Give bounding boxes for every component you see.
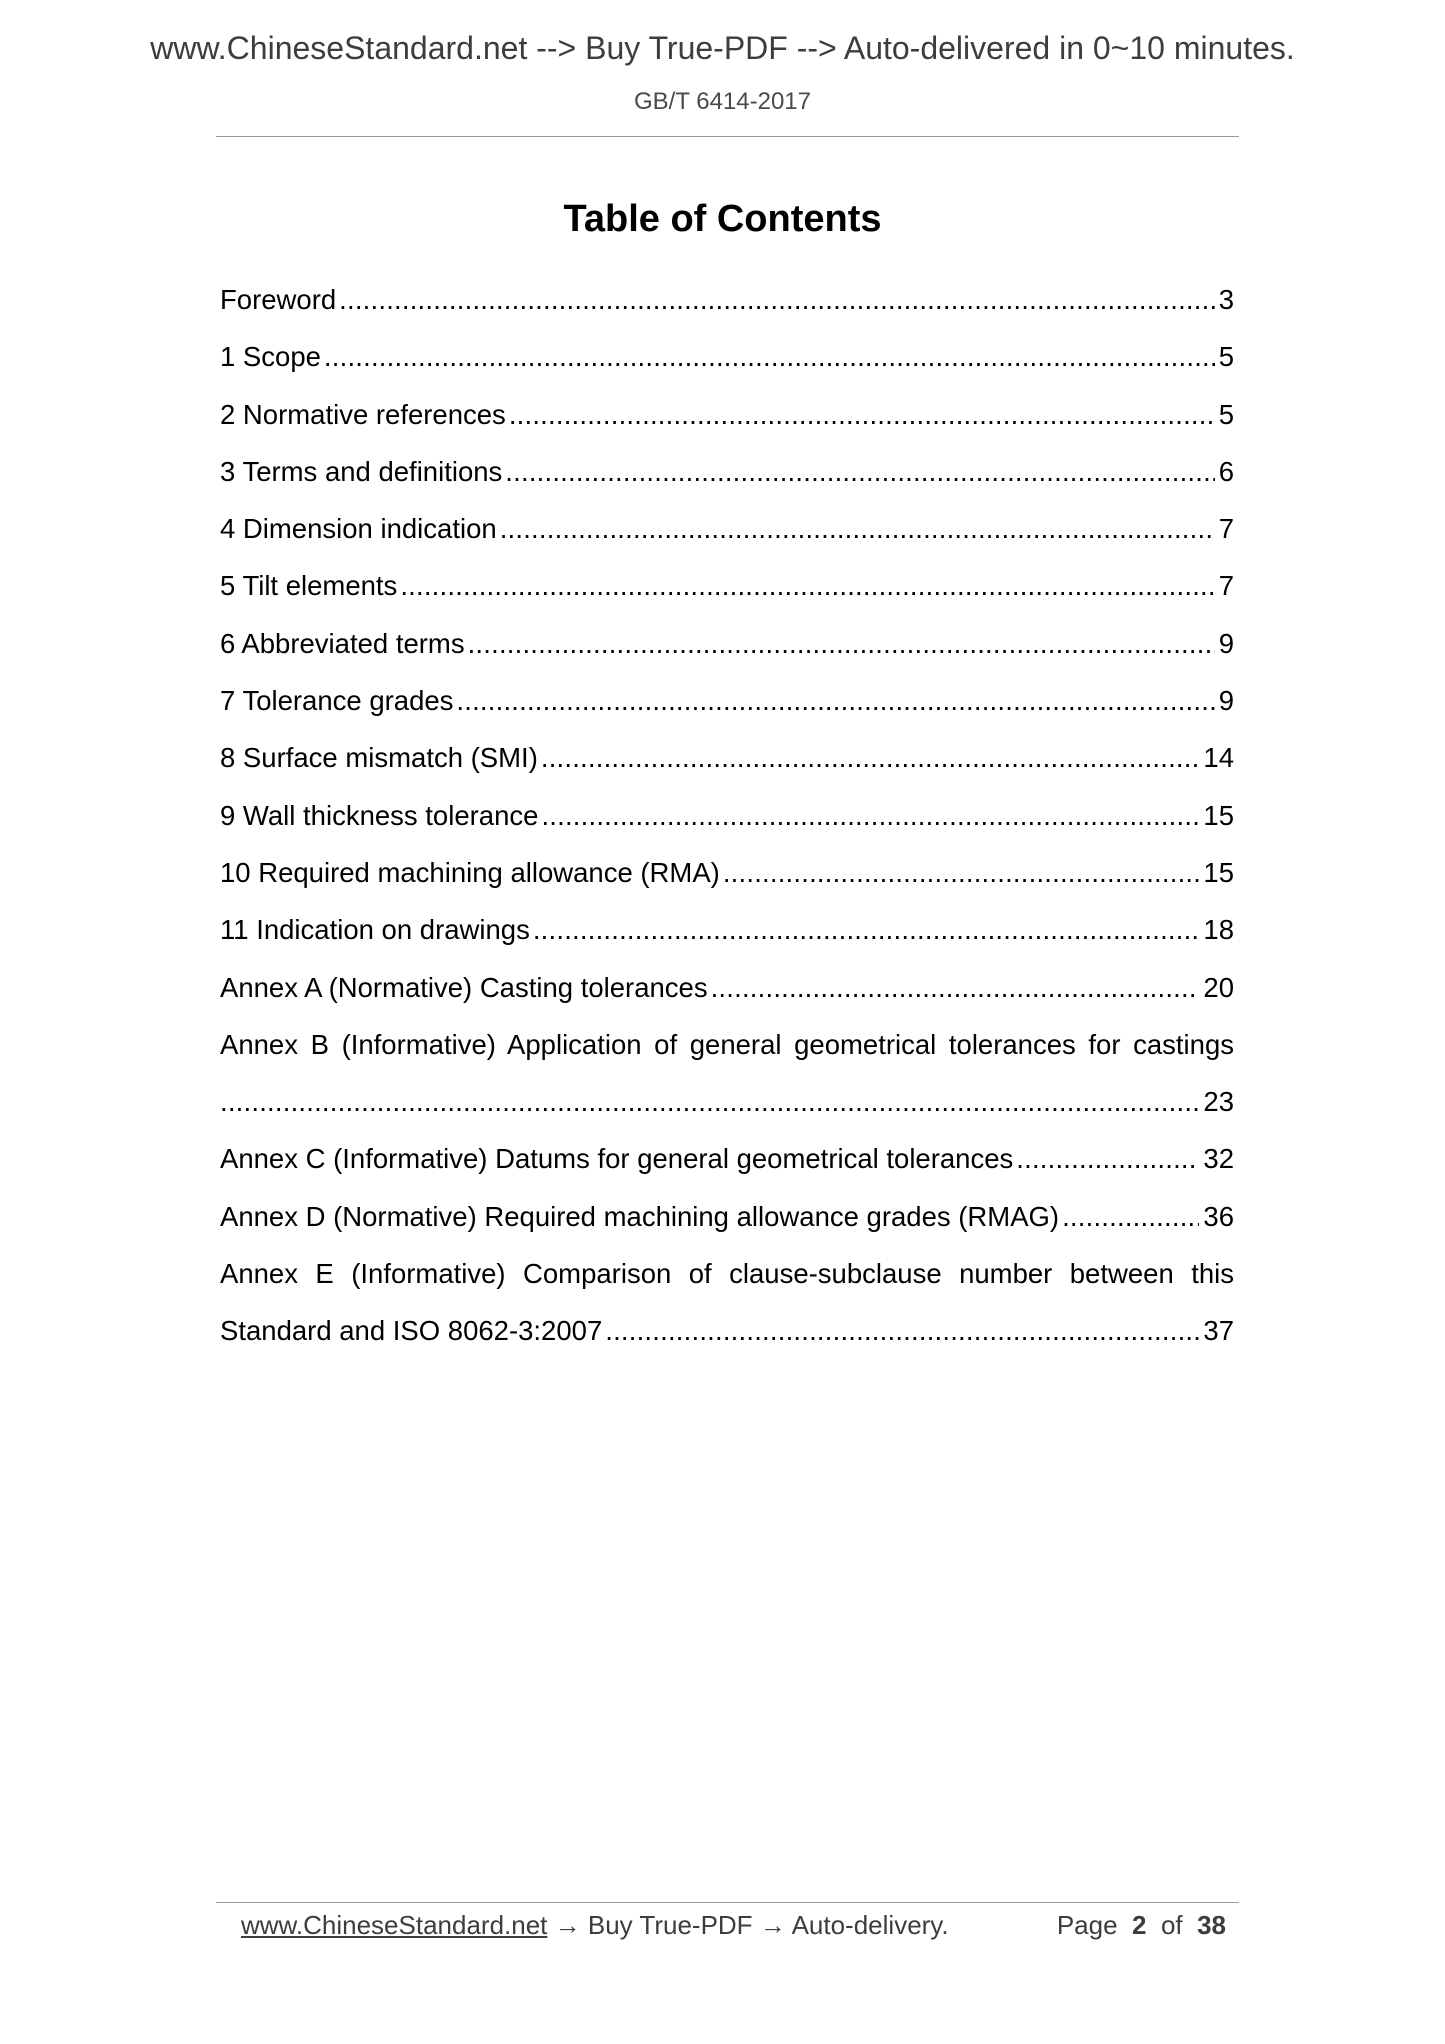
table-of-contents <box>220 284 1234 1373</box>
toc-entry-wall-thickness-tolerance[interactable] <box>220 800 1234 857</box>
footer-tagline: → Buy True-PDF → Auto-delivery. <box>547 1910 949 1940</box>
toc-entry-label: Annex D (Normative) Required machining allowance grades (RMAG) <box>220 1200 1060 1232</box>
toc-entry-dimension-indication[interactable] <box>220 513 1234 570</box>
toc-entry-annex-b-line2[interactable] <box>220 1086 1234 1143</box>
toc-entry-page: 15 <box>1203 799 1234 831</box>
total-page-count: 38 <box>1197 1910 1226 1940</box>
toc-entry-annex-e-line2[interactable] <box>220 1315 1234 1372</box>
toc-entry-page: 7 <box>1218 513 1234 545</box>
header-divider <box>216 136 1239 137</box>
dot-leader <box>723 857 1200 889</box>
footer-site-link[interactable]: www.ChineseStandard.net <box>241 1910 548 1940</box>
toc-entry-normative-references[interactable] <box>220 399 1234 456</box>
toc-entry-page: 7 <box>1218 570 1234 602</box>
toc-entry-label: 9 Wall thickness tolerance <box>220 799 539 831</box>
toc-entry-annex-c[interactable] <box>220 1143 1234 1200</box>
dot-leader <box>541 800 1199 832</box>
dot-leader <box>1062 1201 1199 1233</box>
toc-entry-terms-and-definitions[interactable] <box>220 456 1234 513</box>
toc-entry-label: Standard and ISO 8062-3:2007 <box>220 1315 603 1347</box>
toc-entry-label: Foreword <box>220 284 337 315</box>
header-banner: www.ChineseStandard.net --> Buy True-PDF --> Auto-delivered in 0~10 minutes. <box>150 30 1295 66</box>
dot-leader <box>533 914 1200 946</box>
toc-entry-required-machining-allowance[interactable] <box>220 857 1234 914</box>
toc-entry-label: 10 Required machining allowance (RMA) <box>220 856 720 888</box>
dot-leader <box>509 399 1215 431</box>
toc-entry-tilt-elements[interactable] <box>220 570 1234 627</box>
page-word: Page <box>1056 1910 1118 1940</box>
dot-leader <box>541 742 1200 774</box>
toc-entry-page: 6 <box>1218 455 1234 487</box>
toc-entry-label: Annex E (Informative) Comparison of clause-subclause number between this <box>220 1258 1234 1290</box>
toc-entry-page: 36 <box>1203 1200 1234 1232</box>
toc-entry-label: 11 Indication on drawings <box>220 914 530 946</box>
toc-entry-annex-d[interactable] <box>220 1201 1234 1258</box>
toc-entry-page: 9 <box>1218 685 1234 717</box>
dot-leader <box>324 341 1215 373</box>
toc-entry-label: 5 Tilt elements <box>220 570 398 602</box>
toc-entry-foreword[interactable] <box>220 284 1234 341</box>
toc-entry-page: 23 <box>1203 1086 1234 1118</box>
page-footer <box>241 1910 1226 1941</box>
toc-entry-page: 37 <box>1203 1315 1234 1347</box>
toc-entry-page: 15 <box>1203 856 1234 888</box>
document-code: GB/T 6414-2017 <box>633 88 811 115</box>
toc-title: Table of Contents <box>563 198 882 240</box>
dot-leader <box>605 1315 1199 1347</box>
toc-entry-scope[interactable] <box>220 341 1234 398</box>
toc-entry-page: 5 <box>1218 398 1234 430</box>
toc-entry-label: Annex C (Informative) Datums for general geometrical tolerances <box>220 1143 1014 1175</box>
current-page-number: 2 <box>1132 1910 1147 1940</box>
dot-leader <box>220 1086 1199 1118</box>
toc-entry-annex-b-line1[interactable] <box>220 1029 1234 1086</box>
footer-divider <box>216 1902 1239 1903</box>
toc-entry-label: 6 Abbreviated terms <box>220 627 465 659</box>
toc-entry-page: 9 <box>1218 627 1234 659</box>
toc-entry-page: 32 <box>1203 1143 1234 1175</box>
toc-entry-page: 18 <box>1203 914 1234 946</box>
page-number-info <box>1057 1910 1226 1941</box>
toc-entry-label: 8 Surface mismatch (SMI) <box>220 742 538 774</box>
dot-leader <box>456 685 1214 717</box>
dot-leader <box>505 456 1214 488</box>
toc-entry-indication-on-drawings[interactable] <box>220 914 1234 971</box>
toc-entry-tolerance-grades[interactable] <box>220 685 1234 742</box>
dot-leader <box>500 513 1215 545</box>
toc-entry-label: 7 Tolerance grades <box>220 685 454 717</box>
toc-entry-label: 1 Scope <box>220 341 321 373</box>
toc-entry-page: 3 <box>1218 284 1234 315</box>
toc-entry-annex-e-line1[interactable] <box>220 1258 1234 1315</box>
toc-entry-page: 14 <box>1203 742 1234 774</box>
toc-entry-surface-mismatch[interactable] <box>220 742 1234 799</box>
toc-entry-label: Annex B (Informative) Application of general geometrical tolerances for castings <box>220 1028 1234 1060</box>
toc-entry-label: 3 Terms and definitions <box>220 455 503 487</box>
dot-leader <box>711 972 1200 1004</box>
dot-leader <box>339 284 1215 316</box>
toc-entry-abbreviated-terms[interactable] <box>220 628 1234 685</box>
dot-leader <box>400 570 1214 602</box>
toc-entry-page: 5 <box>1218 341 1234 373</box>
dot-leader <box>468 628 1215 660</box>
toc-entry-label: 4 Dimension indication <box>220 513 497 545</box>
dot-leader <box>1016 1143 1199 1175</box>
of-word: of <box>1160 1910 1183 1940</box>
toc-entry-page: 20 <box>1203 971 1234 1003</box>
toc-entry-annex-a[interactable] <box>220 972 1234 1029</box>
toc-entry-label: 2 Normative references <box>220 398 506 430</box>
toc-entry-label: Annex A (Normative) Casting tolerances <box>220 971 708 1003</box>
